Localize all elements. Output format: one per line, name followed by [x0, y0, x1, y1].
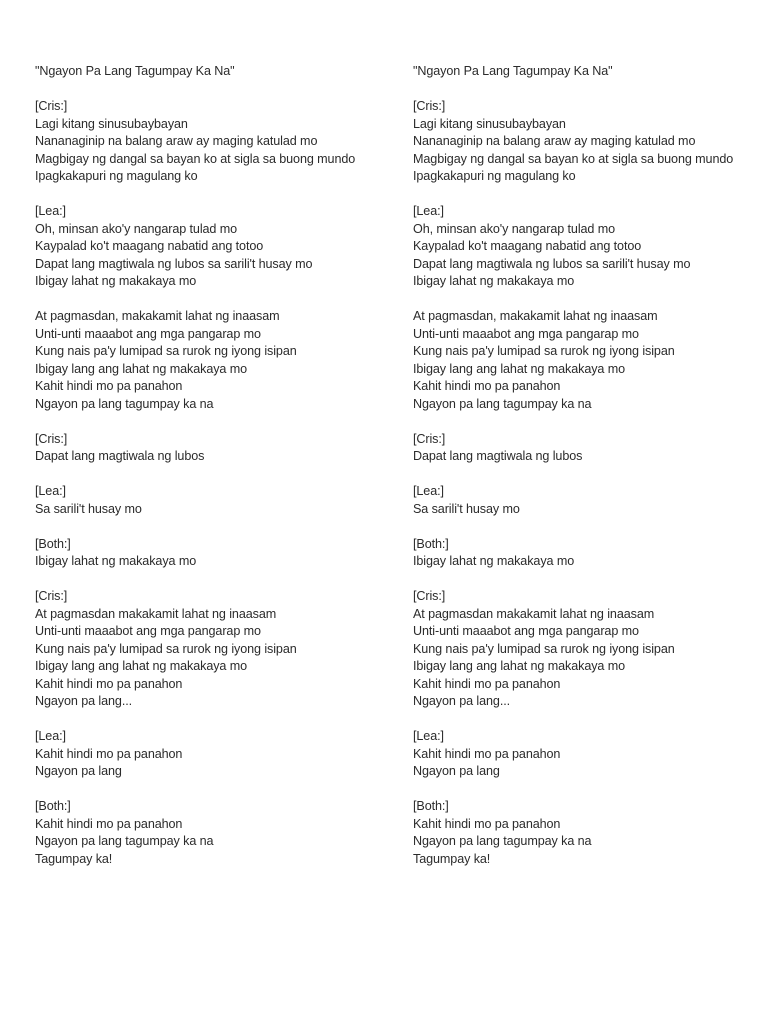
lyric-line: Nananaginip na balang araw ay maging katulad mo: [35, 134, 318, 148]
lyric-line: Kahit hindi mo pa panahon: [413, 746, 561, 761]
lyric-line: Sa sarili't husay mo: [413, 501, 520, 516]
lyric-line: Ipagkakapuri ng magulang ko: [413, 169, 576, 183]
lyric-line: Kahit hindi mo pa panahon: [35, 746, 183, 761]
lyric-line: Kung nais pa'y lumipad sa rurok ng iyong isipan: [35, 344, 297, 358]
lyric-line: Ibigay lahat ng makakaya mo: [35, 554, 197, 568]
lyric-line: Nananaginip na balang araw ay maging katulad mo: [413, 134, 696, 148]
lyric-line: [Cris:]: [413, 431, 446, 446]
stanza-list: [413, 98, 768, 868]
stanza: [35, 483, 395, 518]
stanza: [35, 431, 395, 466]
stanza: [35, 203, 395, 291]
lyric-line: Tagumpay ka!: [35, 851, 113, 866]
lyric-line: Kahit hindi mo pa panahon: [413, 379, 561, 393]
lyric-line: Ipagkakapuri ng magulang ko: [35, 169, 198, 183]
lyric-line: Ibigay lang ang lahat ng makakaya mo: [35, 659, 248, 673]
lyric-line: [Both:]: [413, 536, 449, 551]
lyric-line: Dapat lang magtiwala ng lubos: [35, 449, 205, 463]
lyric-line: Unti-unti maaabot ang mga pangarap mo: [35, 326, 261, 341]
lyric-line: Ibigay lahat ng makakaya mo: [35, 274, 197, 288]
lyric-line: At pagmasdan, makakamit lahat ng inaasam: [35, 309, 280, 323]
lyric-line: Unti-unti maaabot ang mga pangarap mo: [35, 624, 261, 638]
lyrics-column-left: [35, 63, 395, 886]
lyric-line: [Lea:]: [413, 484, 444, 498]
lyric-line: Ngayon pa lang tagumpay ka na: [413, 834, 592, 848]
lyric-line: Unti-unti maaabot ang mga pangarap mo: [413, 624, 639, 638]
lyric-line: Ngayon pa lang: [35, 764, 122, 778]
stanza: [413, 798, 768, 868]
lyric-line: [Lea:]: [413, 729, 444, 743]
song-title: "Ngayon Pa Lang Tagumpay Ka Na": [35, 64, 235, 78]
stanza: [413, 98, 768, 186]
lyric-line: Unti-unti maaabot ang mga pangarap mo: [413, 326, 639, 341]
lyric-line: [Cris:]: [413, 589, 446, 603]
stanza: [35, 536, 395, 571]
lyric-line: [Lea:]: [35, 484, 66, 498]
lyric-line: Kaypalad ko't maagang nabatid ang totoo: [35, 239, 264, 253]
lyric-line: [Cris:]: [35, 431, 68, 446]
lyric-line: Kahit hindi mo pa panahon: [35, 379, 183, 393]
lyric-line: Ibigay lahat ng makakaya mo: [413, 554, 575, 568]
lyric-line: Sa sarili't husay mo: [35, 501, 142, 516]
lyric-line: Kahit hindi mo pa panahon: [413, 816, 561, 831]
lyric-line: Ngayon pa lang: [413, 764, 500, 778]
lyric-line: Ibigay lang ang lahat ng makakaya mo: [413, 659, 626, 673]
song-title: "Ngayon Pa Lang Tagumpay Ka Na": [413, 64, 613, 78]
stanza: [413, 203, 768, 291]
lyric-line: Ngayon pa lang...: [413, 694, 511, 708]
lyric-line: Kaypalad ko't maagang nabatid ang totoo: [413, 239, 642, 253]
stanza: [413, 483, 768, 518]
stanza: [413, 728, 768, 781]
lyric-line: [Lea:]: [413, 204, 444, 218]
stanza: [35, 728, 395, 781]
lyric-line: Kung nais pa'y lumipad sa rurok ng iyong isipan: [413, 344, 675, 358]
lyric-line: Kahit hindi mo pa panahon: [413, 676, 561, 691]
lyric-line: Magbigay ng dangal sa bayan ko at sigla sa buong mundo: [413, 151, 734, 166]
stanza: [413, 588, 768, 711]
lyric-line: [Lea:]: [35, 729, 66, 743]
lyric-line: Magbigay ng dangal sa bayan ko at sigla sa buong mundo: [35, 151, 356, 166]
stanza: [35, 798, 395, 868]
lyrics-column-right: [413, 63, 768, 886]
lyric-line: At pagmasdan makakamit lahat ng inaasam: [35, 606, 277, 621]
lyric-line: Ngayon pa lang tagumpay ka na: [413, 396, 592, 411]
lyric-line: Ngayon pa lang...: [35, 694, 133, 708]
lyric-line: Kung nais pa'y lumipad sa rurok ng iyong isipan: [35, 641, 297, 656]
stanza: [35, 588, 395, 711]
lyric-line: Ibigay lang ang lahat ng makakaya mo: [413, 361, 626, 376]
lyric-line: Ngayon pa lang tagumpay ka na: [35, 834, 214, 848]
stanza: [413, 308, 768, 413]
lyric-line: Lagi kitang sinusubaybayan: [413, 116, 566, 131]
lyric-line: [Both:]: [413, 799, 449, 813]
lyric-line: Dapat lang magtiwala ng lubos sa sarili't husay mo: [413, 256, 691, 271]
stanza-list: [35, 98, 395, 868]
lyric-line: Tagumpay ka!: [413, 851, 491, 866]
lyric-line: Kahit hindi mo pa panahon: [35, 816, 183, 831]
lyric-line: Kahit hindi mo pa panahon: [35, 676, 183, 691]
lyric-line: Kung nais pa'y lumipad sa rurok ng iyong isipan: [413, 641, 675, 656]
stanza: [413, 431, 768, 466]
stanza: [413, 536, 768, 571]
lyric-line: Ibigay lahat ng makakaya mo: [413, 274, 575, 288]
lyric-line: Dapat lang magtiwala ng lubos: [413, 449, 583, 463]
lyric-line: [Cris:]: [35, 589, 68, 603]
stanza: [35, 98, 395, 186]
lyric-line: At pagmasdan, makakamit lahat ng inaasam: [413, 309, 658, 323]
lyric-line: [Cris:]: [413, 99, 446, 113]
stanza: [35, 308, 395, 413]
lyric-line: Dapat lang magtiwala ng lubos sa sarili't husay mo: [35, 256, 313, 271]
lyric-line: Lagi kitang sinusubaybayan: [35, 116, 188, 131]
lyric-line: At pagmasdan makakamit lahat ng inaasam: [413, 606, 655, 621]
lyric-line: [Cris:]: [35, 99, 68, 113]
lyric-line: [Lea:]: [35, 204, 66, 218]
lyric-line: [Both:]: [35, 799, 71, 813]
lyric-line: Ngayon pa lang tagumpay ka na: [35, 396, 214, 411]
lyric-line: Oh, minsan ako'y nangarap tulad mo: [35, 221, 238, 236]
lyric-line: Oh, minsan ako'y nangarap tulad mo: [413, 221, 616, 236]
lyric-line: Ibigay lang ang lahat ng makakaya mo: [35, 361, 248, 376]
lyric-line: [Both:]: [35, 536, 71, 551]
